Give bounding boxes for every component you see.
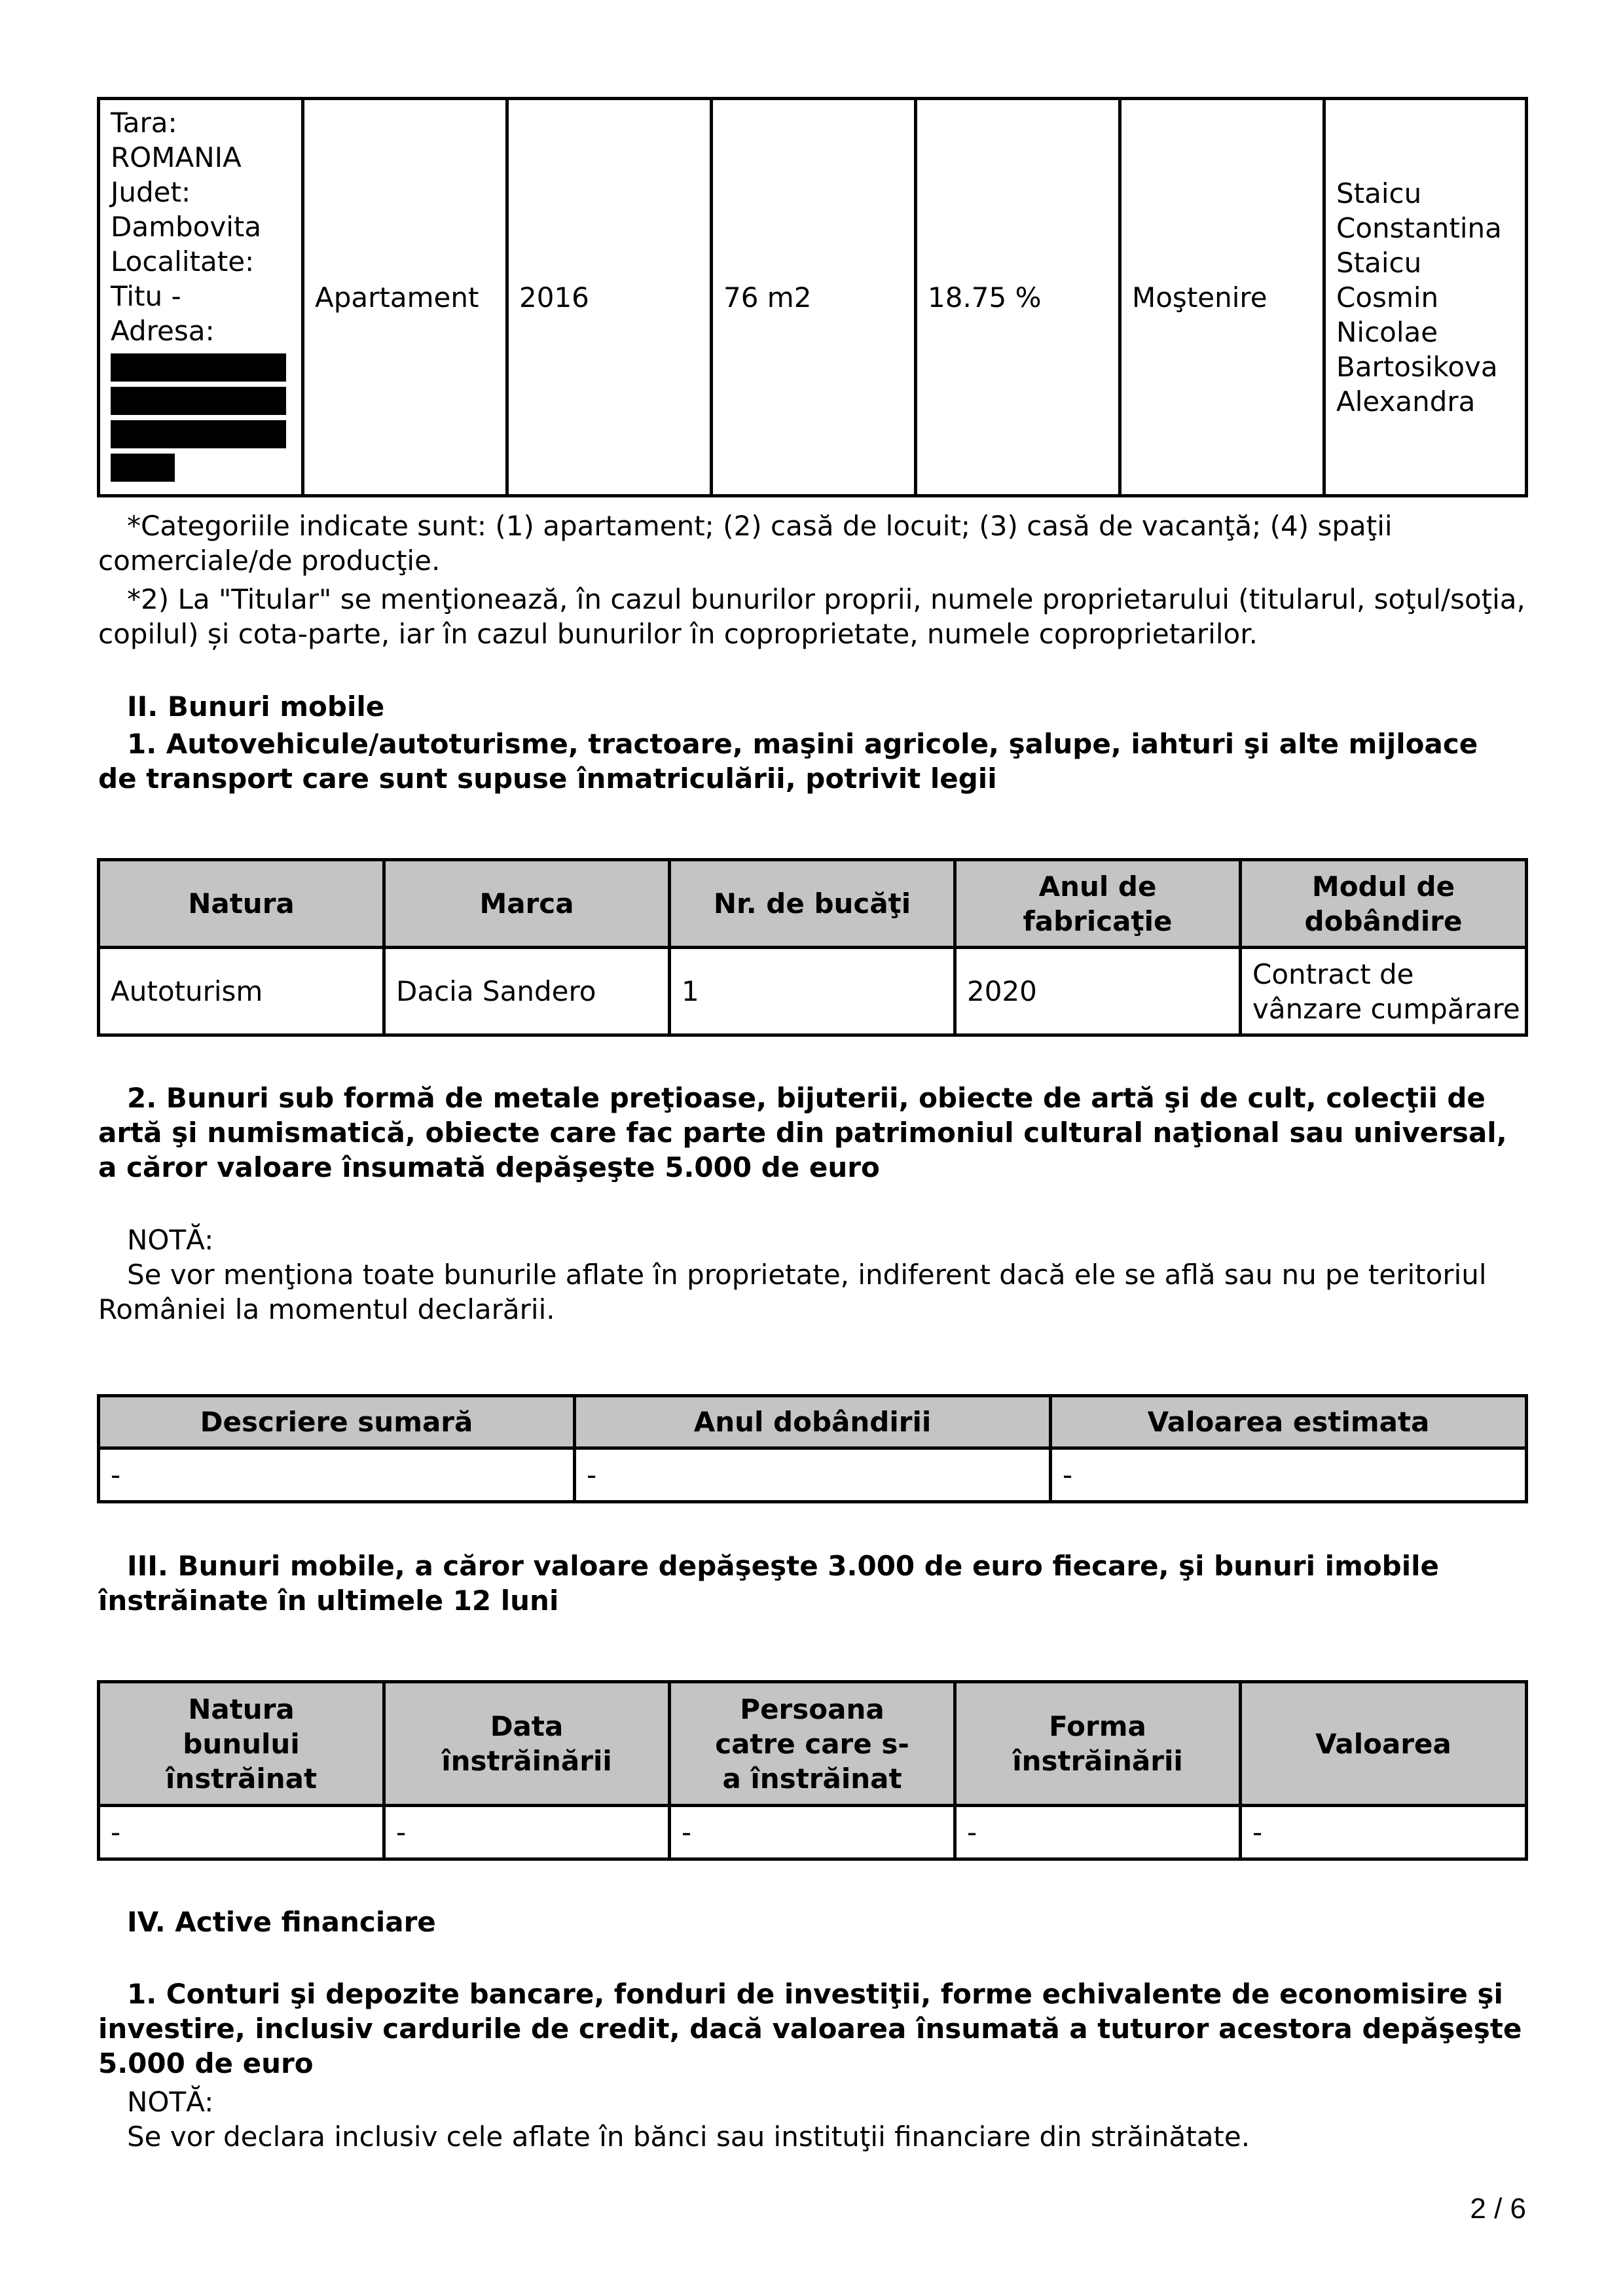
year-cell: 2016	[507, 99, 712, 496]
subsection-title: 1. Conturi şi depozite bancare, fonduri de investiţii, forme echivalente de economisire şi investire, inclusiv cardurile de credit, dacă valoarea însumată a tuturor acestora depăşeşte 5.000 de euro	[98, 1978, 1522, 2079]
column-header: Descriere sumară	[99, 1396, 575, 1448]
address-line: Dambovita	[111, 211, 262, 243]
table-row	[99, 1806, 1527, 1859]
holder-line: Nicolae	[1336, 315, 1438, 348]
section-title: IV. Active financiare	[127, 1906, 436, 1938]
column-header: Persoana catre care s-a înstrăinat	[670, 1682, 955, 1806]
table-header-row	[99, 1396, 1527, 1448]
table-row	[99, 99, 1527, 496]
column-header: Valoarea	[1241, 1682, 1527, 1806]
note-label: NOTĂ:	[127, 2086, 214, 2118]
address-line: Localitate:	[111, 245, 255, 278]
table-cell: -	[670, 1806, 955, 1859]
table-cell: Contract de vânzare cumpărare	[1241, 948, 1527, 1035]
column-header: Natura	[99, 860, 384, 948]
holder-line: Constantina	[1336, 211, 1502, 244]
vehicles-table	[97, 858, 1528, 1037]
table-cell: 2020	[955, 948, 1241, 1035]
column-header: Nr. de bucăţi	[670, 860, 955, 948]
share-cell: 18.75 %	[916, 99, 1120, 496]
note-categories: *Categoriile indicate sunt: (1) apartament; (2) casă de locuit; (3) casă de vacanţă; (4) spaţii comerciale/de producţie.	[98, 510, 1393, 577]
section-title: III. Bunuri mobile, a căror valoare depăşeşte 3.000 de euro fiecare, şi bunuri imobile înstrăinate în ultimele 12 luni	[98, 1550, 1440, 1617]
page-number: 2 / 6	[1470, 2193, 1526, 2225]
note-label: NOTĂ:	[127, 1224, 214, 1256]
alienated-table	[97, 1680, 1528, 1861]
table-cell: Dacia Sandero	[384, 948, 670, 1035]
column-header: Anul dobândirii	[575, 1396, 1051, 1448]
table-header-row	[99, 1682, 1527, 1806]
table-row	[99, 1448, 1527, 1502]
redaction-bar	[111, 454, 175, 482]
table-cell: -	[1241, 1806, 1527, 1859]
table-cell: Autoturism	[99, 948, 384, 1035]
property-table	[97, 97, 1528, 497]
note-text: Se vor menţiona toate bunurile aflate în proprietate, indiferent dacă ele se află sau nu pe teritoriul României la momentul declarării.	[98, 1259, 1487, 1325]
table-cell: -	[1051, 1448, 1527, 1502]
column-header: Valoarea estimata	[1051, 1396, 1527, 1448]
redaction-bar	[111, 420, 286, 448]
holder-line: Bartosikova	[1336, 350, 1498, 383]
table-cell: -	[575, 1448, 1051, 1502]
redaction-bar	[111, 353, 286, 382]
surface-cell: 76 m2	[712, 99, 916, 496]
note-titular: *2) La "Titular" se menţionează, în cazul bunurilor proprii, numele proprietarului (titularul, soţul/soţia, copilul) și cota-parte, iar în cazul bunurilor în coproprietate, numele coproprietarilor.	[98, 583, 1525, 650]
redaction-bar	[111, 387, 286, 415]
column-header: Anul de fabricaţie	[955, 860, 1241, 948]
table-header-row	[99, 860, 1527, 948]
holder-line: Staicu	[1336, 177, 1422, 209]
table-cell: -	[955, 1806, 1241, 1859]
address-cell	[99, 99, 303, 496]
column-header: Data înstrăinării	[384, 1682, 670, 1806]
address-line: Titu -	[111, 280, 181, 312]
section-title: II. Bunuri mobile	[127, 691, 385, 723]
valuables-table	[97, 1394, 1528, 1503]
table-cell: 1	[670, 948, 955, 1035]
holder-line: Staicu	[1336, 246, 1422, 279]
address-line: Adresa:	[111, 315, 215, 347]
table-cell: -	[99, 1806, 384, 1859]
column-header: Forma înstrăinării	[955, 1682, 1241, 1806]
category-cell: Apartament	[303, 99, 507, 496]
holders-cell	[1324, 99, 1527, 496]
address-line: Judet:	[111, 176, 191, 208]
column-header: Natura bunului înstrăinat	[99, 1682, 384, 1806]
acquisition-cell: Moştenire	[1120, 99, 1324, 496]
holder-line: Alexandra	[1336, 385, 1476, 418]
address-line: Tara:	[111, 107, 177, 139]
table-row	[99, 948, 1527, 1035]
subsection-title: 1. Autovehicule/autoturisme, tractoare, maşini agricole, şalupe, iahturi şi alte mijloace de transport care sunt supuse înmatriculării, potrivit legii	[98, 728, 1478, 795]
subsection-title: 2. Bunuri sub formă de metale preţioase, bijuterii, obiecte de artă şi de cult, colecţii de artă şi numismatică, obiecte care fac parte din patrimoniul cultural naţional sau universal, a căror valoare însumată depăşeşte 5.000 de euro	[98, 1082, 1507, 1183]
table-cell: -	[384, 1806, 670, 1859]
address-line: ROMANIA	[111, 141, 242, 173]
note-text: Se vor declara inclusiv cele aflate în bănci sau instituţii financiare din străinătate.	[127, 2121, 1250, 2153]
holder-line: Cosmin	[1336, 281, 1439, 314]
table-cell: -	[99, 1448, 575, 1502]
column-header: Marca	[384, 860, 670, 948]
column-header: Modul de dobândire	[1241, 860, 1527, 948]
